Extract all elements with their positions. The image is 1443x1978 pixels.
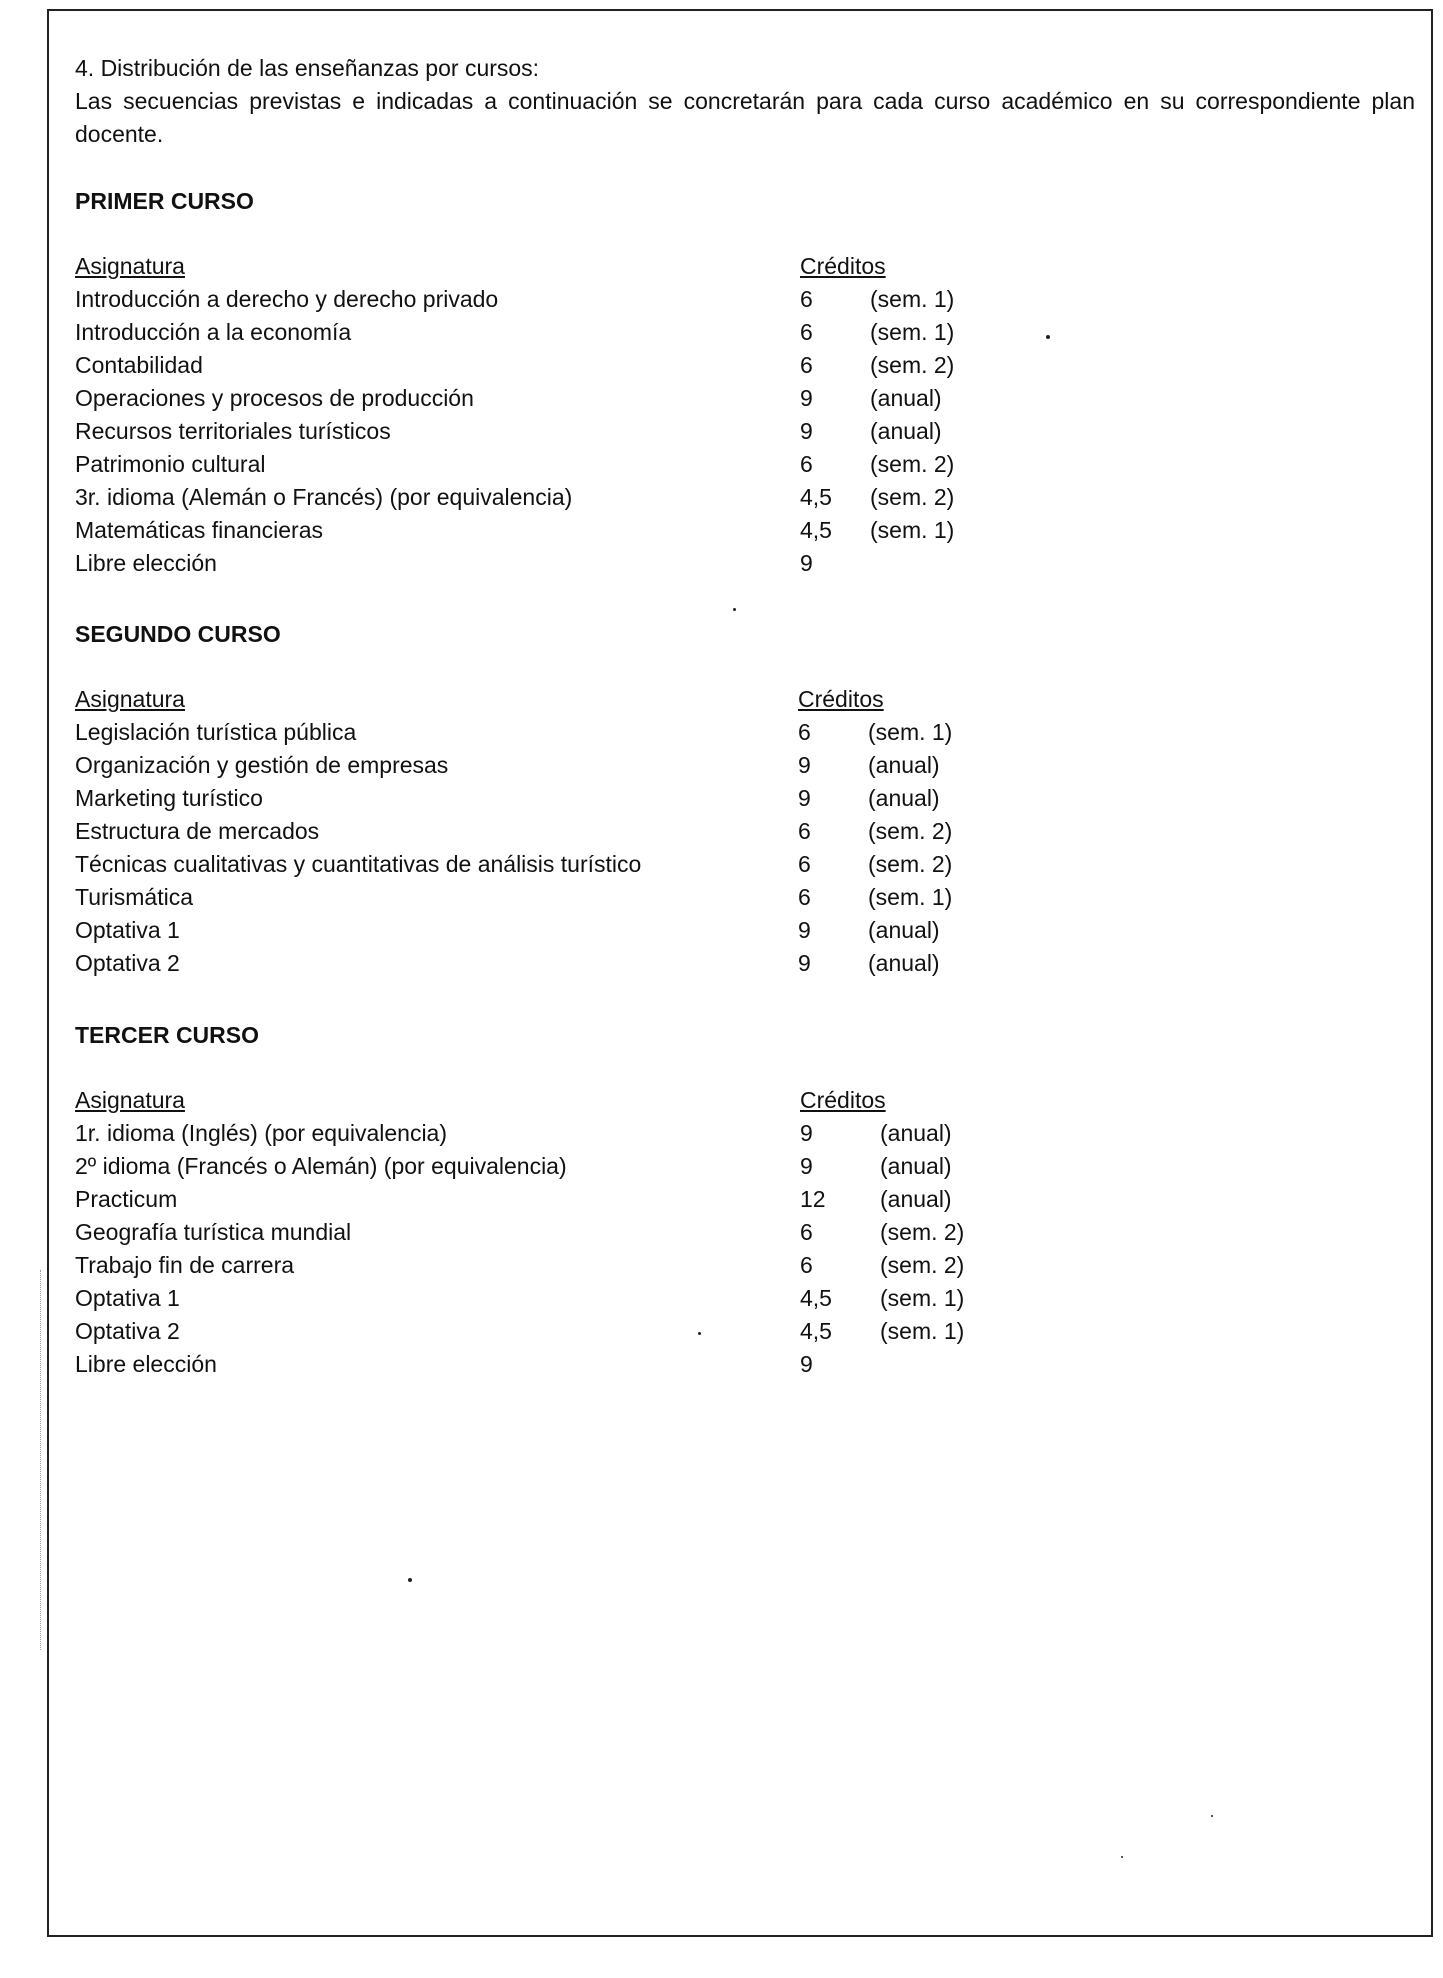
subject-credits: 9: [800, 1153, 813, 1179]
subject-period: (sem. 2): [870, 352, 955, 378]
subjects-table: [75, 1084, 1415, 1381]
subject-credits: 4,5: [800, 1285, 832, 1311]
table-row: [75, 1348, 1415, 1381]
course-title: PRIMER CURSO: [75, 188, 254, 214]
subject-period: (sem. 2): [870, 451, 955, 477]
subject-credits: 6: [800, 319, 813, 345]
subject-name: Marketing turístico: [75, 785, 263, 811]
subject-period: (anual): [868, 752, 940, 778]
subject-credits: 9: [800, 385, 813, 411]
table-row: [75, 448, 1415, 481]
subject-period: (sem. 2): [880, 1219, 965, 1245]
subject-name: Legislación turística pública: [75, 719, 357, 745]
subject-credits: 6: [798, 719, 811, 745]
subject-period: (sem. 2): [868, 818, 953, 844]
subject-name: Operaciones y procesos de producción: [75, 385, 474, 411]
scan-speck: [698, 1332, 701, 1335]
subject-name: 3r. idioma (Alemán o Francés) (por equivalencia): [75, 484, 573, 510]
subject-name: Contabilidad: [75, 352, 203, 378]
subject-credits: 9: [798, 752, 811, 778]
subject-period: (anual): [870, 418, 942, 444]
subject-credits: 9: [800, 550, 813, 576]
subject-credits: 4,5: [800, 517, 832, 543]
subject-period: (sem. 2): [870, 484, 955, 510]
subject-credits: 9: [798, 917, 811, 943]
table-row: [75, 848, 1415, 881]
subject-name: Libre elección: [75, 1351, 217, 1377]
subject-name: Libre elección: [75, 550, 217, 576]
subject-credits: 6: [798, 818, 811, 844]
subject-name: Turismática: [75, 884, 193, 910]
scan-speck: [733, 608, 736, 611]
subject-name: Organización y gestión de empresas: [75, 752, 449, 778]
subject-period: (sem. 2): [868, 851, 953, 877]
subject-credits: 4,5: [800, 1318, 832, 1344]
table-row: [75, 481, 1415, 514]
table-row: [75, 382, 1415, 415]
table-row: [75, 815, 1415, 848]
subject-column-header: Asignatura: [75, 686, 185, 712]
subject-period: (anual): [868, 950, 940, 976]
subject-period: (sem. 2): [880, 1252, 965, 1278]
intro-section: [75, 52, 1415, 151]
table-row: [75, 1282, 1415, 1315]
course-section-segundo: [75, 619, 1415, 980]
subject-name: Optativa 2: [75, 950, 180, 976]
scan-edge-mark: [40, 1270, 42, 1650]
subject-credits: 4,5: [800, 484, 832, 510]
table-row: [75, 547, 1415, 580]
table-row: [75, 716, 1415, 749]
subject-credits: 6: [798, 884, 811, 910]
subject-name: Practicum: [75, 1186, 178, 1212]
subject-name: 1r. idioma (Inglés) (por equivalencia): [75, 1120, 448, 1146]
table-row: [75, 316, 1415, 349]
table-row: [75, 283, 1415, 316]
table-row: [75, 749, 1415, 782]
subject-credits: 12: [800, 1186, 826, 1212]
subject-name: Técnicas cualitativas y cuantitativas de análisis turístico: [75, 851, 642, 877]
subject-period: (sem. 1): [868, 719, 953, 745]
subject-name: Optativa 1: [75, 1285, 180, 1311]
subject-period: (anual): [870, 385, 942, 411]
table-row: [75, 1117, 1415, 1150]
subject-credits: 6: [800, 352, 813, 378]
table-header-row: [75, 683, 1415, 716]
subject-period: (sem. 1): [870, 319, 955, 345]
subject-period: (sem. 1): [880, 1285, 965, 1311]
subject-period: (anual): [868, 917, 940, 943]
subject-period: (anual): [880, 1153, 952, 1179]
table-header-row: [75, 1084, 1415, 1117]
course-title: TERCER CURSO: [75, 1022, 260, 1048]
subject-period: (sem. 1): [870, 517, 955, 543]
subject-name: Optativa 1: [75, 917, 180, 943]
subject-credits: 6: [800, 286, 813, 312]
table-row: [75, 947, 1415, 980]
scan-speck: [1121, 1856, 1123, 1858]
subject-name: Estructura de mercados: [75, 818, 320, 844]
subject-name: Geografía turística mundial: [75, 1219, 352, 1245]
credits-column-header: Créditos: [798, 686, 884, 712]
scan-speck: [1211, 1815, 1213, 1817]
subject-period: (anual): [880, 1120, 952, 1146]
section-heading: 4. Distribución de las enseñanzas por cursos:: [75, 55, 540, 81]
table-row: [75, 1315, 1415, 1348]
subject-name: Introducción a la economía: [75, 319, 352, 345]
table-row: [75, 914, 1415, 947]
subject-credits: 6: [800, 1252, 813, 1278]
credits-column-header: Créditos: [800, 1087, 886, 1113]
course-title: SEGUNDO CURSO: [75, 621, 281, 647]
subject-column-header: Asignatura: [75, 1087, 185, 1113]
subject-period: (anual): [868, 785, 940, 811]
subject-name: Introducción a derecho y derecho privado: [75, 286, 499, 312]
subject-name: Matemáticas financieras: [75, 517, 323, 543]
table-row: [75, 1150, 1415, 1183]
subject-credits: 9: [800, 1120, 813, 1146]
subject-name: Recursos territoriales turísticos: [75, 418, 391, 444]
scan-speck: [408, 1578, 412, 1582]
subject-credits: 6: [800, 1219, 813, 1245]
subject-credits: 9: [798, 950, 811, 976]
subject-credits: 6: [798, 851, 811, 877]
table-row: [75, 1183, 1415, 1216]
subject-name: Optativa 2: [75, 1318, 180, 1344]
subject-column-header: Asignatura: [75, 253, 185, 279]
table-row: [75, 1216, 1415, 1249]
table-header-row: [75, 250, 1415, 283]
subject-name: Trabajo fin de carrera: [75, 1252, 295, 1278]
intro-paragraph: Las secuencias previstas e indicadas a continuación se concretarán para cada curso académico en su correspondiente plan docente.: [75, 88, 1415, 147]
subjects-table: [75, 250, 1415, 580]
subject-credits: 9: [800, 1351, 813, 1377]
table-row: [75, 782, 1415, 815]
subject-name: 2º idioma (Francés o Alemán) (por equivalencia): [75, 1153, 567, 1179]
subject-credits: 9: [800, 418, 813, 444]
table-row: [75, 881, 1415, 914]
table-row: [75, 415, 1415, 448]
table-row: [75, 1249, 1415, 1282]
scan-speck: [1046, 335, 1050, 339]
course-section-primer: [75, 186, 1415, 580]
table-row: [75, 514, 1415, 547]
subject-credits: 9: [798, 785, 811, 811]
table-row: [75, 349, 1415, 382]
subject-period: (sem. 1): [870, 286, 955, 312]
subject-period: (sem. 1): [868, 884, 953, 910]
subject-period: (anual): [880, 1186, 952, 1212]
subject-credits: 6: [800, 451, 813, 477]
subjects-table: [75, 683, 1415, 980]
credits-column-header: Créditos: [800, 253, 886, 279]
subject-name: Patrimonio cultural: [75, 451, 266, 477]
course-section-tercer: [75, 1020, 1415, 1381]
subject-period: (sem. 1): [880, 1318, 965, 1344]
